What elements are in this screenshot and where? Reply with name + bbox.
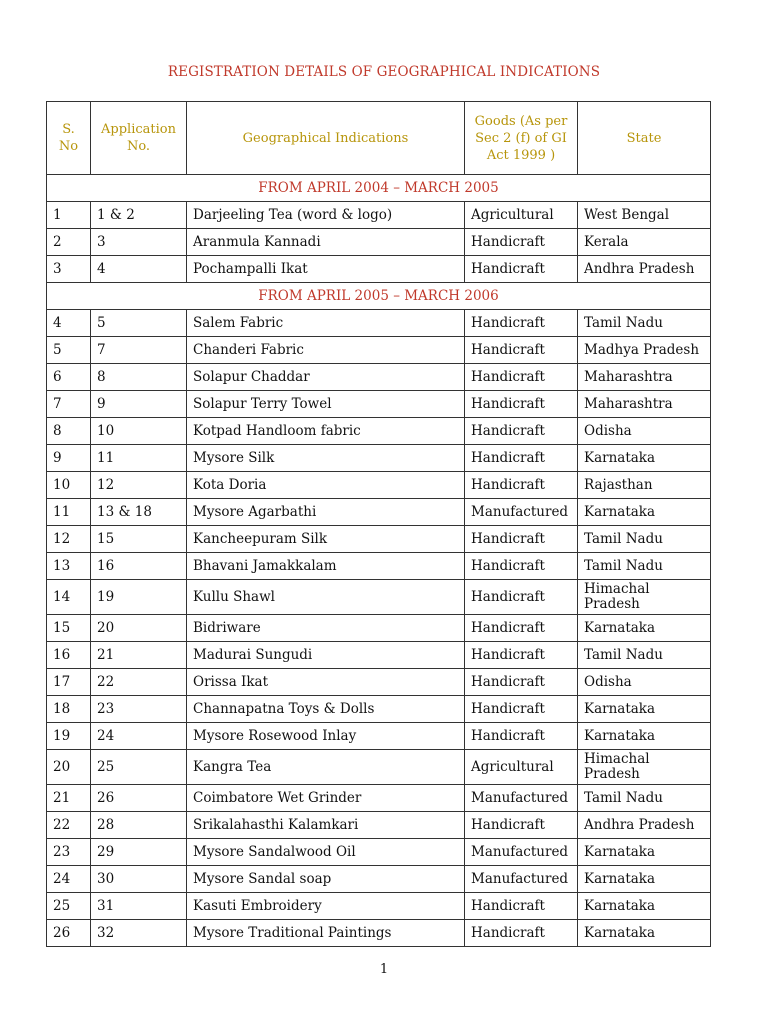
section-row — [47, 175, 711, 202]
cell-geographical-indication: Kancheepuram Silk — [187, 526, 465, 553]
table-row — [47, 580, 711, 615]
cell-goods: Handicraft — [465, 418, 578, 445]
table-row — [47, 866, 711, 893]
cell-geographical-indication: Bhavani Jamakkalam — [187, 553, 465, 580]
cell-geographical-indication: Kasuti Embroidery — [187, 893, 465, 920]
section-label: FROM APRIL 2005 – MARCH 2006 — [47, 283, 711, 310]
table-row — [47, 418, 711, 445]
cell-sno: 3 — [47, 256, 91, 283]
table-row — [47, 750, 711, 785]
table-row — [47, 472, 711, 499]
cell-sno: 18 — [47, 696, 91, 723]
cell-goods: Handicraft — [465, 256, 578, 283]
cell-state: Karnataka — [578, 499, 711, 526]
cell-geographical-indication: Solapur Chaddar — [187, 364, 465, 391]
cell-geographical-indication: Salem Fabric — [187, 310, 465, 337]
cell-geographical-indication: Kota Doria — [187, 472, 465, 499]
table-header-row — [47, 102, 711, 175]
cell-goods: Handicraft — [465, 893, 578, 920]
cell-application-no: 32 — [91, 920, 187, 947]
cell-geographical-indication: Madurai Sungudi — [187, 642, 465, 669]
table-row — [47, 229, 711, 256]
cell-geographical-indication: Mysore Traditional Paintings — [187, 920, 465, 947]
cell-geographical-indication: Pochampalli Ikat — [187, 256, 465, 283]
cell-state: Himachal Pradesh — [578, 750, 711, 785]
cell-goods: Handicraft — [465, 445, 578, 472]
cell-goods: Manufactured — [465, 499, 578, 526]
cell-application-no: 15 — [91, 526, 187, 553]
cell-goods: Handicraft — [465, 723, 578, 750]
cell-goods: Handicraft — [465, 669, 578, 696]
cell-application-no: 13 & 18 — [91, 499, 187, 526]
cell-state: Himachal Pradesh — [578, 580, 711, 615]
cell-application-no: 29 — [91, 839, 187, 866]
cell-sno: 8 — [47, 418, 91, 445]
cell-goods: Handicraft — [465, 364, 578, 391]
cell-sno: 23 — [47, 839, 91, 866]
cell-application-no: 25 — [91, 750, 187, 785]
cell-application-no: 4 — [91, 256, 187, 283]
cell-application-no: 8 — [91, 364, 187, 391]
gi-registration-table — [46, 101, 711, 947]
cell-application-no: 26 — [91, 785, 187, 812]
table-row — [47, 391, 711, 418]
cell-sno: 15 — [47, 615, 91, 642]
page-title: REGISTRATION DETAILS OF GEOGRAPHICAL INDICATIONS — [167, 64, 601, 80]
cell-sno: 4 — [47, 310, 91, 337]
table-row — [47, 839, 711, 866]
table-row — [47, 337, 711, 364]
cell-state: Karnataka — [578, 696, 711, 723]
cell-sno: 6 — [47, 364, 91, 391]
cell-state: Madhya Pradesh — [578, 337, 711, 364]
cell-application-no: 19 — [91, 580, 187, 615]
table-row — [47, 785, 711, 812]
cell-geographical-indication: Orissa Ikat — [187, 669, 465, 696]
cell-application-no: 16 — [91, 553, 187, 580]
header-application-no: Application No. — [91, 102, 187, 175]
cell-state: Karnataka — [578, 920, 711, 947]
cell-sno: 22 — [47, 812, 91, 839]
cell-sno: 9 — [47, 445, 91, 472]
cell-sno: 13 — [47, 553, 91, 580]
table-row — [47, 553, 711, 580]
cell-sno: 19 — [47, 723, 91, 750]
cell-goods: Handicraft — [465, 310, 578, 337]
cell-goods: Agricultural — [465, 202, 578, 229]
cell-state: Andhra Pradesh — [578, 256, 711, 283]
cell-state: West Bengal — [578, 202, 711, 229]
cell-goods: Handicraft — [465, 812, 578, 839]
cell-goods: Handicraft — [465, 391, 578, 418]
cell-goods: Handicraft — [465, 472, 578, 499]
cell-geographical-indication: Aranmula Kannadi — [187, 229, 465, 256]
cell-goods: Handicraft — [465, 642, 578, 669]
table-row — [47, 893, 711, 920]
header-sno: S. No — [47, 102, 91, 175]
cell-geographical-indication: Srikalahasthi Kalamkari — [187, 812, 465, 839]
cell-sno: 20 — [47, 750, 91, 785]
cell-state: Karnataka — [578, 445, 711, 472]
table-row — [47, 445, 711, 472]
table-row — [47, 310, 711, 337]
section-label: FROM APRIL 2004 – MARCH 2005 — [47, 175, 711, 202]
table-row — [47, 920, 711, 947]
table-row — [47, 642, 711, 669]
cell-sno: 14 — [47, 580, 91, 615]
cell-state: Maharashtra — [578, 364, 711, 391]
cell-sno: 16 — [47, 642, 91, 669]
cell-state: Rajasthan — [578, 472, 711, 499]
table-row — [47, 669, 711, 696]
cell-goods: Handicraft — [465, 553, 578, 580]
cell-state: Tamil Nadu — [578, 526, 711, 553]
cell-goods: Manufactured — [465, 785, 578, 812]
page-number: 1 — [379, 962, 389, 977]
cell-state: Kerala — [578, 229, 711, 256]
cell-application-no: 5 — [91, 310, 187, 337]
cell-geographical-indication: Coimbatore Wet Grinder — [187, 785, 465, 812]
cell-state: Andhra Pradesh — [578, 812, 711, 839]
cell-application-no: 28 — [91, 812, 187, 839]
header-goods: Goods (As per Sec 2 (f) of GI Act 1999 ) — [465, 102, 578, 175]
table-row — [47, 364, 711, 391]
cell-state: Tamil Nadu — [578, 785, 711, 812]
table-body — [47, 175, 711, 947]
cell-application-no: 21 — [91, 642, 187, 669]
cell-geographical-indication: Mysore Sandal soap — [187, 866, 465, 893]
cell-application-no: 11 — [91, 445, 187, 472]
cell-application-no: 20 — [91, 615, 187, 642]
cell-goods: Handicraft — [465, 526, 578, 553]
cell-goods: Manufactured — [465, 866, 578, 893]
cell-state: Tamil Nadu — [578, 642, 711, 669]
cell-state: Tamil Nadu — [578, 310, 711, 337]
cell-geographical-indication: Mysore Agarbathi — [187, 499, 465, 526]
cell-state: Tamil Nadu — [578, 553, 711, 580]
header-state: State — [578, 102, 711, 175]
cell-geographical-indication: Bidriware — [187, 615, 465, 642]
cell-application-no: 1 & 2 — [91, 202, 187, 229]
cell-goods: Handicraft — [465, 580, 578, 615]
cell-geographical-indication: Channapatna Toys & Dolls — [187, 696, 465, 723]
cell-goods: Handicraft — [465, 337, 578, 364]
cell-sno: 5 — [47, 337, 91, 364]
table-row — [47, 615, 711, 642]
cell-geographical-indication: Mysore Rosewood Inlay — [187, 723, 465, 750]
table-row — [47, 202, 711, 229]
cell-application-no: 9 — [91, 391, 187, 418]
cell-geographical-indication: Kullu Shawl — [187, 580, 465, 615]
cell-application-no: 3 — [91, 229, 187, 256]
cell-sno: 25 — [47, 893, 91, 920]
header-geographical-indications: Geographical Indications — [187, 102, 465, 175]
cell-application-no: 12 — [91, 472, 187, 499]
cell-state: Odisha — [578, 418, 711, 445]
table-row — [47, 499, 711, 526]
cell-sno: 7 — [47, 391, 91, 418]
table-row — [47, 256, 711, 283]
cell-state: Karnataka — [578, 723, 711, 750]
table-row — [47, 526, 711, 553]
cell-geographical-indication: Darjeeling Tea (word & logo) — [187, 202, 465, 229]
cell-state: Karnataka — [578, 615, 711, 642]
cell-sno: 2 — [47, 229, 91, 256]
cell-sno: 24 — [47, 866, 91, 893]
cell-state: Odisha — [578, 669, 711, 696]
cell-application-no: 10 — [91, 418, 187, 445]
cell-state: Karnataka — [578, 839, 711, 866]
cell-goods: Handicraft — [465, 615, 578, 642]
cell-application-no: 23 — [91, 696, 187, 723]
cell-geographical-indication: Chanderi Fabric — [187, 337, 465, 364]
cell-goods: Manufactured — [465, 839, 578, 866]
cell-geographical-indication: Solapur Terry Towel — [187, 391, 465, 418]
cell-sno: 21 — [47, 785, 91, 812]
cell-geographical-indication: Mysore Sandalwood Oil — [187, 839, 465, 866]
section-row — [47, 283, 711, 310]
cell-state: Maharashtra — [578, 391, 711, 418]
cell-sno: 10 — [47, 472, 91, 499]
cell-application-no: 31 — [91, 893, 187, 920]
cell-geographical-indication: Kangra Tea — [187, 750, 465, 785]
cell-sno: 17 — [47, 669, 91, 696]
cell-application-no: 30 — [91, 866, 187, 893]
cell-geographical-indication: Mysore Silk — [187, 445, 465, 472]
cell-goods: Handicraft — [465, 696, 578, 723]
cell-state: Karnataka — [578, 893, 711, 920]
cell-sno: 26 — [47, 920, 91, 947]
cell-application-no: 7 — [91, 337, 187, 364]
cell-goods: Handicraft — [465, 920, 578, 947]
table-row — [47, 723, 711, 750]
cell-goods: Handicraft — [465, 229, 578, 256]
cell-sno: 11 — [47, 499, 91, 526]
cell-state: Karnataka — [578, 866, 711, 893]
cell-sno: 1 — [47, 202, 91, 229]
cell-application-no: 24 — [91, 723, 187, 750]
cell-geographical-indication: Kotpad Handloom fabric — [187, 418, 465, 445]
cell-goods: Agricultural — [465, 750, 578, 785]
cell-sno: 12 — [47, 526, 91, 553]
table-row — [47, 812, 711, 839]
cell-application-no: 22 — [91, 669, 187, 696]
table-row — [47, 696, 711, 723]
